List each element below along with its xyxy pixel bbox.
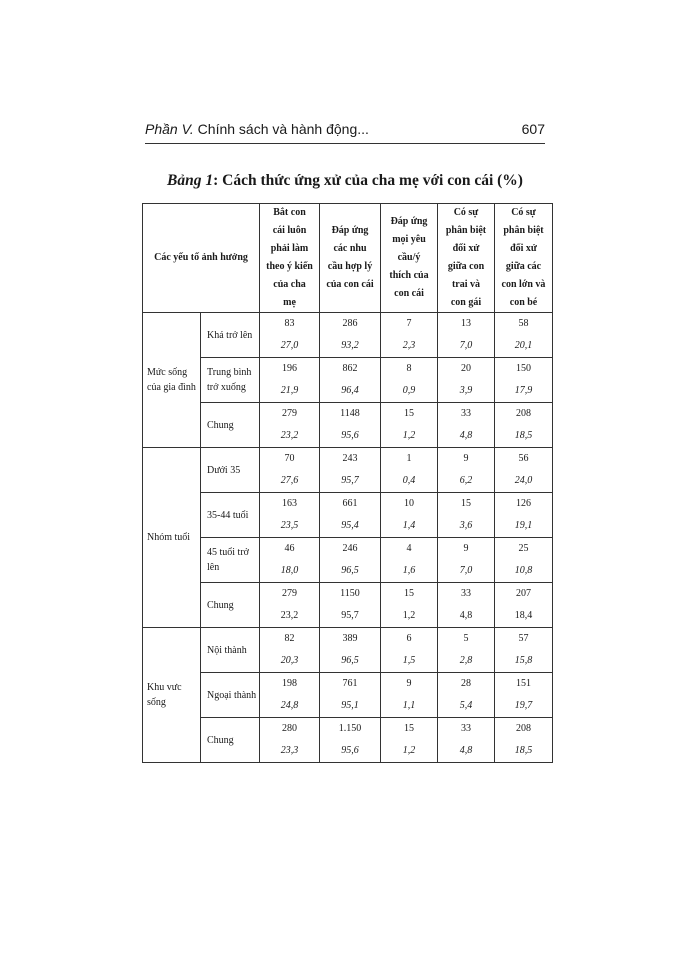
count-cell: 389: [320, 628, 381, 651]
count-cell: 198: [260, 673, 320, 696]
count-cell: 20: [438, 358, 495, 381]
row-label: Dưới 35: [201, 448, 260, 493]
row-label: Nội thành: [201, 628, 260, 673]
percent-cell: 24,0: [495, 470, 553, 493]
percent-cell: 95,7: [320, 470, 381, 493]
percent-cell: 10,8: [495, 560, 553, 583]
percent-cell: 0,9: [381, 380, 438, 403]
percent-cell: 95,7: [320, 605, 381, 628]
table-row: [143, 493, 553, 516]
count-cell: 126: [495, 493, 553, 516]
column-header: Có sự phân biệt đối xử giữa các con lớn và con bé: [495, 204, 553, 313]
column-header: Bắt con cái luôn phải làm theo ý kiến của cha mẹ: [260, 204, 320, 313]
table-row: [143, 313, 553, 336]
percent-cell: 1,4: [381, 515, 438, 538]
count-cell: 151: [495, 673, 553, 696]
group-label: Khu vưc sống: [143, 628, 201, 763]
percent-cell: 27,0: [260, 335, 320, 358]
percent-cell: 5,4: [438, 695, 495, 718]
count-cell: 15: [381, 403, 438, 426]
count-cell: 150: [495, 358, 553, 381]
count-cell: 661: [320, 493, 381, 516]
count-cell: 9: [438, 538, 495, 561]
row-label: 45 tuổi trở lên: [201, 538, 260, 583]
percent-cell: 95,6: [320, 425, 381, 448]
percent-cell: 1,2: [381, 605, 438, 628]
table-caption: [0, 172, 690, 190]
table-row: [143, 448, 553, 471]
count-cell: 57: [495, 628, 553, 651]
count-cell: 33: [438, 718, 495, 741]
table-row: [143, 403, 553, 426]
count-cell: 761: [320, 673, 381, 696]
count-cell: 56: [495, 448, 553, 471]
column-header: Đáp ứng các nhu cầu hợp lý của con cái: [320, 204, 381, 313]
count-cell: 33: [438, 583, 495, 606]
count-cell: 163: [260, 493, 320, 516]
percent-cell: 19,1: [495, 515, 553, 538]
count-cell: 9: [438, 448, 495, 471]
row-label: Chung: [201, 403, 260, 448]
running-header: [145, 121, 545, 144]
percent-cell: 24,8: [260, 695, 320, 718]
percent-cell: 23,2: [260, 425, 320, 448]
percent-cell: 1,6: [381, 560, 438, 583]
caption-text: : Cách thức ứng xử của cha mẹ với con cái (%): [213, 172, 523, 189]
table-row: [143, 538, 553, 561]
count-cell: 9: [381, 673, 438, 696]
header-row: [143, 204, 553, 313]
row-label: Ngoại thành: [201, 673, 260, 718]
header-part: Phần V.: [145, 121, 194, 137]
count-cell: 28: [438, 673, 495, 696]
count-cell: 280: [260, 718, 320, 741]
percent-cell: 3,9: [438, 380, 495, 403]
count-cell: 15: [381, 718, 438, 741]
percent-cell: 19,7: [495, 695, 553, 718]
table-row: [143, 718, 553, 741]
percent-cell: 1,5: [381, 650, 438, 673]
count-cell: 208: [495, 718, 553, 741]
percent-cell: 4,8: [438, 605, 495, 628]
count-cell: 10: [381, 493, 438, 516]
table-row: [143, 583, 553, 606]
group-label: Nhóm tuổi: [143, 448, 201, 628]
count-cell: 4: [381, 538, 438, 561]
count-cell: 58: [495, 313, 553, 336]
group-label: Mức sống của gia đình: [143, 313, 201, 448]
count-cell: 1: [381, 448, 438, 471]
percent-cell: 20,3: [260, 650, 320, 673]
count-cell: 243: [320, 448, 381, 471]
percent-cell: 0,4: [381, 470, 438, 493]
count-cell: 1150: [320, 583, 381, 606]
count-cell: 286: [320, 313, 381, 336]
percent-cell: 23,2: [260, 605, 320, 628]
percent-cell: 1,1: [381, 695, 438, 718]
percent-cell: 1,2: [381, 425, 438, 448]
count-cell: 82: [260, 628, 320, 651]
count-cell: 207: [495, 583, 553, 606]
percent-cell: 96,5: [320, 560, 381, 583]
count-cell: 25: [495, 538, 553, 561]
percent-cell: 93,2: [320, 335, 381, 358]
row-label: Trung bình trở xuống: [201, 358, 260, 403]
count-cell: 70: [260, 448, 320, 471]
row-label: Khá trở lên: [201, 313, 260, 358]
column-header: Đáp ứng mọi yêu cầu/ý thích của con cái: [381, 204, 438, 313]
column-header: Có sự phân biệt đối xử giữa con trai và con gái: [438, 204, 495, 313]
data-table: [142, 203, 553, 763]
count-cell: 1.150: [320, 718, 381, 741]
count-cell: 279: [260, 403, 320, 426]
percent-cell: 23,5: [260, 515, 320, 538]
count-cell: 15: [381, 583, 438, 606]
count-cell: 246: [320, 538, 381, 561]
percent-cell: 18,5: [495, 740, 553, 763]
percent-cell: 4,8: [438, 425, 495, 448]
count-cell: 208: [495, 403, 553, 426]
count-cell: 279: [260, 583, 320, 606]
percent-cell: 21,9: [260, 380, 320, 403]
row-label: Chung: [201, 718, 260, 763]
count-cell: 13: [438, 313, 495, 336]
header-title: Chính sách và hành động...: [193, 121, 369, 137]
percent-cell: 18,5: [495, 425, 553, 448]
count-cell: 5: [438, 628, 495, 651]
percent-cell: 3,6: [438, 515, 495, 538]
percent-cell: 7,0: [438, 335, 495, 358]
table-body: [143, 313, 553, 763]
count-cell: 1148: [320, 403, 381, 426]
factor-header: Các yếu tố ảnh hưởng: [143, 204, 260, 313]
percent-cell: 95,1: [320, 695, 381, 718]
percent-cell: 6,2: [438, 470, 495, 493]
row-label: 35-44 tuổi: [201, 493, 260, 538]
count-cell: 33: [438, 403, 495, 426]
percent-cell: 20,1: [495, 335, 553, 358]
percent-cell: 18,4: [495, 605, 553, 628]
percent-cell: 2,8: [438, 650, 495, 673]
count-cell: 83: [260, 313, 320, 336]
count-cell: 8: [381, 358, 438, 381]
table-row: [143, 358, 553, 381]
running-header-title: [145, 121, 369, 137]
caption-label: Bảng 1: [167, 172, 214, 189]
percent-cell: 95,4: [320, 515, 381, 538]
page-number: 607: [521, 121, 545, 137]
count-cell: 7: [381, 313, 438, 336]
percent-cell: 1,2: [381, 740, 438, 763]
percent-cell: 17,9: [495, 380, 553, 403]
table-row: [143, 673, 553, 696]
percent-cell: 96,4: [320, 380, 381, 403]
percent-cell: 15,8: [495, 650, 553, 673]
percent-cell: 96,5: [320, 650, 381, 673]
count-cell: 46: [260, 538, 320, 561]
row-label: Chung: [201, 583, 260, 628]
count-cell: 6: [381, 628, 438, 651]
percent-cell: 4,8: [438, 740, 495, 763]
table-row: [143, 628, 553, 651]
percent-cell: 18,0: [260, 560, 320, 583]
count-cell: 862: [320, 358, 381, 381]
percent-cell: 95,6: [320, 740, 381, 763]
percent-cell: 27,6: [260, 470, 320, 493]
count-cell: 15: [438, 493, 495, 516]
percent-cell: 7,0: [438, 560, 495, 583]
count-cell: 196: [260, 358, 320, 381]
percent-cell: 23,3: [260, 740, 320, 763]
percent-cell: 2,3: [381, 335, 438, 358]
